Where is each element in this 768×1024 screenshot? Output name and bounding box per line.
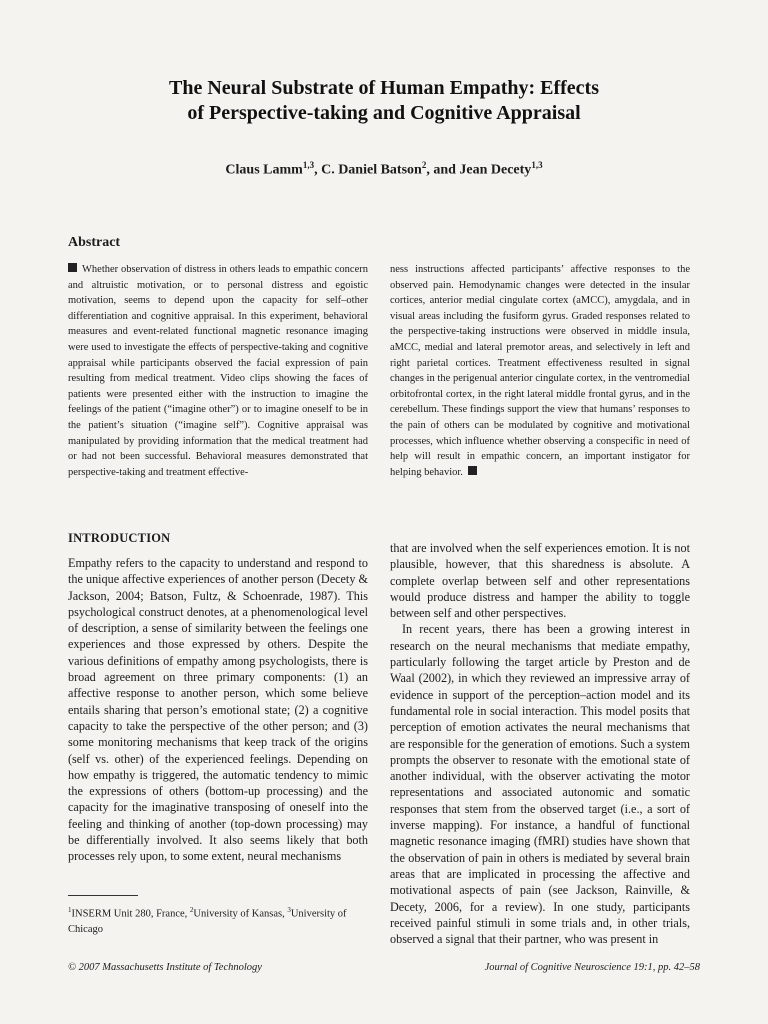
author-separator: , bbox=[314, 162, 322, 178]
footnote-marker: 3 bbox=[287, 906, 291, 914]
paper-title bbox=[60, 76, 708, 126]
footnote-affiliation: INSERM Unit 280, France, bbox=[71, 908, 190, 920]
author-affiliation: 1,3 bbox=[531, 160, 543, 170]
footnote-marker: 2 bbox=[189, 906, 194, 914]
affiliation-footnote bbox=[68, 903, 368, 937]
section-end-marker bbox=[468, 466, 477, 475]
title-line-2: of Perspective-taking and Cognitive Appraisal bbox=[187, 102, 581, 124]
title-line-1: The Neural Substrate of Human Empathy: Effects bbox=[169, 77, 599, 99]
section-start-marker bbox=[68, 263, 77, 272]
introduction-heading: INTRODUCTION bbox=[68, 531, 171, 545]
author-name: Jean Decety bbox=[459, 162, 532, 178]
author-affiliation: 1,3 bbox=[302, 160, 315, 170]
author-list bbox=[60, 160, 708, 179]
abstract-text-left: Whether observation of distress in others leads to empathic concern and altruistic motivation, or to personal distress and egoistic motivation, seems to depend upon the capacity for self–other differentiation and cognitive appraisal. In this experiment, behavioral measures and event-related functional magnetic resonance imaging were used to investigate the effects of perspective-taking and cognitive appraisal while participants observed the facial expression of pain resulting from medical treatment. Video clips showing the faces of patients were presented either with the instruction to imagine the feelings of the patient (“imagine other”) or to imagine oneself to be in the patient’s situation (“imagine self”). Cognitive appraisal was manipulated by providing information that the medical treatment had or had not been successful. Behavioral measures demonstrated that perspective-taking and treatment effective- bbox=[68, 264, 368, 478]
author-separator: , and bbox=[426, 162, 460, 178]
author-affiliation: 2 bbox=[421, 160, 427, 170]
intro-paragraph-1: Empathy refers to the capacity to understand and respond to the unique affective experiences of another person (Decety & Jackson, 2004; Batson, Fultz, & Schoenrade, 1987). This psychological construct denotes, at a phenomenological level of description, a sense of similarity between the feelings one experiences and those expressed by others. Despite the various definitions of empathy among psychologists, there is broad agreement on three primary components: (1) an affective response to another person, which some believe entails sharing that person’s emotional state; (2) a cognitive capacity to take the perspective of the other person; and (3) some monitoring mechanisms that keep track of the origins (self vs. other) of the experienced feelings. Depending on how empathy is triggered, the automatic tendency to mimic the expressions of others (bottom-up processing) and the capacity for the imaginative transposing of oneself into the feeling and thinking of another (top-down processing) may be differentially involved. It also seems likely that both processes rely upon, to some extent, neural mechanisms bbox=[68, 556, 368, 864]
copyright-footer: © 2007 Massachusetts Institute of Technology bbox=[68, 962, 262, 973]
body-left-column bbox=[68, 555, 368, 865]
footnote-marker: 1 bbox=[68, 906, 72, 914]
intro-paragraph-1-continued: that are involved when the self experiences emotion. It is not plausible, however, that this sharedness is absolute. A complete overlap between self and other representations would produce distress and hamper the ability to toggle between self and other perspectives. bbox=[390, 541, 690, 621]
footnote-affiliation: University of Chicago bbox=[68, 908, 347, 935]
author-name: Claus Lamm bbox=[225, 162, 303, 178]
footnote-divider bbox=[68, 895, 138, 896]
journal-citation-footer: Journal of Cognitive Neuroscience 19:1, pp. 42–58 bbox=[484, 962, 700, 973]
body-right-column bbox=[390, 540, 690, 947]
footnote-affiliation: University of Kansas, bbox=[193, 908, 288, 920]
abstract-left-column bbox=[68, 262, 368, 480]
intro-paragraph-2: In recent years, there has been a growing interest in research on the neural mechanisms that mediate empathy, particularly following the target article by Preston and de Waal (2002), in which they reviewed an impressive array of evidence in support of the perception–action model and its fundamental role in social interaction. This model posits that perception of emotion activates the neural mechanisms that are responsible for the generation of emotions. Such a system prompts the observer to resonate with the emotional state of another individual, with the observer activating the motor representations and associated autonomic and somatic responses that stem from the observed target (i.e., a sort of inverse mapping). For instance, a handful of functional magnetic resonance imaging (fMRI) studies have shown that the observation of pain in others is mediated by several brain areas that are implicated in processing the affective and motivational aspects of pain (see Jackson, Rainville, & Decety, 2006, for a review). In one study, participants received painful stimuli in some trials and, in other trials, observed a signal that their partner, who was present in bbox=[390, 622, 690, 947]
author-name: C. Daniel Batson bbox=[321, 162, 422, 178]
abstract-text-right: ness instructions affected participants’ affective responses to the observed pain. Hemodynamic changes were detected in the insular cortices, anterior medial cingulate cortex (aMCC), amygdala, and in visual areas including the fusiform gyrus. Graded responses related to the perspective-taking instructions were observed in middle insula, aMCC, medial and lateral premotor areas, and selectively in left and right parietal cortices. Treatment effectiveness resulted in signal changes in the perigenual anterior cingulate cortex, in the ventromedial orbitofrontal cortex, in the right lateral middle frontal gyrus, and in the cerebellum. These findings support the view that humans’ responses to the pain of others can be modulated by cognitive and motivational processes, which influence whether observing a conspecific in need of help will result in empathic concern, an important instigator for helping behavior. bbox=[390, 264, 690, 478]
abstract-heading: Abstract bbox=[68, 235, 121, 250]
abstract-right-column bbox=[390, 262, 690, 480]
